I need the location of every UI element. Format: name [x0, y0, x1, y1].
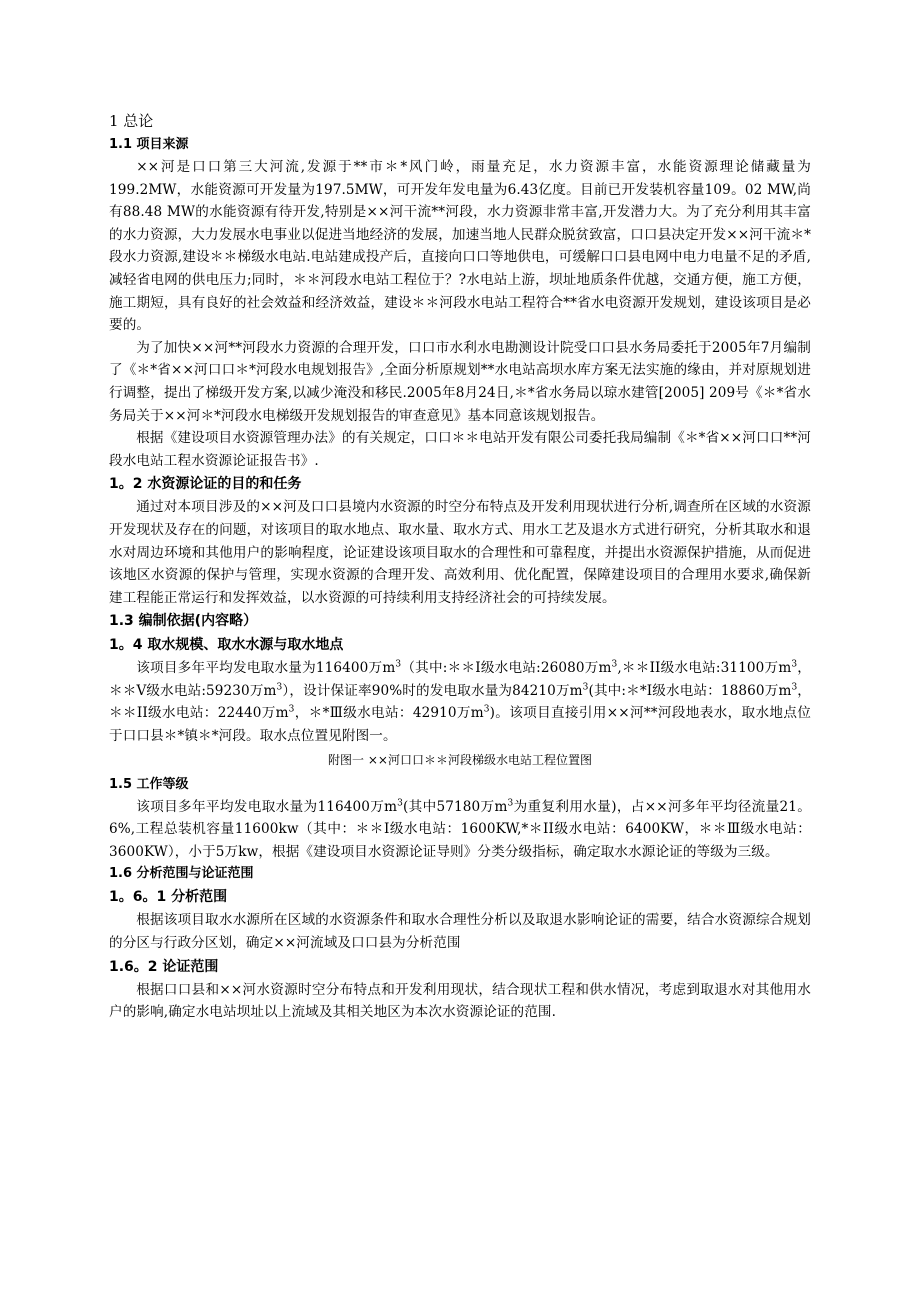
section-1-5-paragraph-1 — [109, 796, 811, 864]
section-1-5-title: 1.5 工作等级 — [109, 776, 189, 792]
section-1-2-paragraph-1: 通过对本项目涉及的××河及口口县境内水资源的时空分布特点及开发利用现状进行分析,调查所在区域的水资源开发现状及存在的问题，对该项目的取水地点、取水量、取水方式、用水工艺及退水方式进行研究，分析其取水和退水对周边环境和其他用户的影响程度，论证建设该项目取水的合理性和可靠程度，并提出水资源保护措施，从而促进该地区水资源的保护与管理，实现水资源的合理开发、高效利用、优化配置，保障建设项目的合理用水要求,确保新建工程能正常运行和发挥效益，以水资源的可持续利用支持经济社会的可持续发展。 — [109, 499, 811, 606]
text-run: 为重复利用水量)，占××河多年平均径流量21。6%,工程总装机容量11600kw（其中：＊＊I级水电站：1600KW,*＊II级水电站：6400KW，＊＊Ⅲ级水电站：3600KW），小于5万kw，根据《建设项目水资源论证导则》分类分级指标，确定取水水源论证的等级为三级。 — [109, 798, 811, 860]
text-run: )。该项目直接引用××河**河段地表水，取水地点位于口口县＊*镇＊*河段。取水点位置见附图一。 — [109, 705, 811, 745]
superscript: 3 — [276, 682, 283, 693]
text-run: (其中:＊*I级水电站：18860万m — [588, 682, 792, 699]
superscript: 3 — [507, 798, 514, 809]
text-run: （其中:＊＊I级水电站:26080万m — [401, 660, 612, 677]
section-1-2-title: 1。2 水资源论证的目的和任务 — [109, 476, 302, 493]
text-run: ,＊＊II级水电站:31100万m — [617, 660, 792, 677]
text-run: ，＊＊V级水电站:59230万m — [109, 660, 811, 699]
section-1-3-title: 1.3 编制依据(内容略） — [109, 613, 258, 630]
superscript: 3 — [288, 704, 295, 715]
chapter-title: 1 总论 — [109, 112, 154, 130]
section-1-4-title: 1。4 取水规模、取水水源与取水地点 — [109, 637, 344, 654]
section-1-6-2-title: 1.6。2 论证范围 — [109, 958, 219, 975]
text-run: ，＊*Ⅲ级水电站：42910万m — [294, 705, 484, 722]
section-1-6-1-title: 1。6。1 分析范围 — [109, 889, 228, 906]
section-1-1-paragraph-2: 为了加快××河**河段水力资源的合理开发，口口市水利水电勘测设计院受口口县水务局委托于2005年7月编制了《＊*省××河口口＊*河段水电规划报告》,全面分析原规划**水电站高坝水库方案无法实施的缘由，并对原规划进行调整，提出了梯级开发方案,以减少淹没和移民.2005年8月24日,＊*省水务局以琼水建管[2005] 209号《＊*省水务局关于××河＊*河段水电梯级开发规划报告的审查意见》基本同意该规划报告。 — [109, 339, 811, 424]
document-page — [109, 110, 811, 1024]
superscript: 3 — [483, 704, 490, 715]
section-1-6-2-paragraph: 根据口口县和××河水资源时空分布特点和开发利用现状，结合现状工程和供水情况，考虑到取退水对其他用水户的影响,确定水电站坝址以上流域及其相关地区为本次水资源论证的范围. — [109, 981, 811, 1021]
section-1-1-paragraph-3: 根据《建设项目水资源管理办法》的有关规定，口口＊＊电站开发有限公司委托我局编制《＊*省××河口口**河段水电站工程水资源论证报告书》. — [109, 430, 811, 469]
text-run: 该项目多年平均发电取水量为116400万m — [136, 798, 398, 815]
section-1-6-title: 1.6 分析范围与论证范围 — [109, 866, 254, 882]
section-1-1-title: 1.1 项目来源 — [109, 137, 189, 152]
superscript: 3 — [395, 659, 402, 670]
superscript: 3 — [611, 659, 618, 670]
superscript: 3 — [397, 798, 403, 809]
superscript: 3 — [791, 659, 798, 670]
section-1-1-paragraph-1: ××河是口口第三大河流,发源于**市＊*风门岭，雨量充足，水力资源丰富，水能资源理论储藏量为199.2MW，水能资源可开发量为197.5MW，可开发年发电量为6.43亿度。目前已开发装机容量109。02 MW,尚有88.48 MW的水能资源有待开发,特别是××河干流**河段，水力资源非常丰富,开发潜力大。为了充分利用其丰富的水力资源，大力发展水电事业以促进当地经济的发展，加速当地人民群众脱贫致富，口口县决定开发××河干流＊*段水力资源,建设＊＊梯级水电站.电站建成投产后，直接向口口等地供电，可缓解口口县电网中电力电量不足的矛盾,减轻省电网的供电压力;同时，＊＊河段水电站工程位于？?水电站上游，坝址地质条件优越，交通方便，施工方便，施工期短，具有良好的社会效益和经济效益，建设＊＊河段水电站工程符合**省水电资源开发规划，建设该项目是必要的。 — [109, 159, 811, 334]
text-run: ），设计保证率90%时的发电取水量为84210万m — [282, 682, 583, 699]
figure-caption: 附图一 ××河口口＊＊河段梯级水电站工程位置图 — [328, 752, 592, 767]
text-run: ，＊＊II级水电站：22440万m — [109, 682, 811, 722]
superscript: 3 — [791, 682, 798, 693]
section-1-4-paragraph-1 — [109, 657, 811, 747]
text-run: (其中57180万m — [403, 798, 508, 815]
section-1-6-1-paragraph: 根据该项目取水水源所在区域的水资源条件和取水合理性分析以及取退水影响论证的需要，结合水资源综合规划的分区与行政分区划，确定××河流域及口口县为分析范围 — [109, 912, 811, 952]
superscript: 3 — [582, 682, 589, 693]
text-run: 该项目多年平均发电取水量为116400万m — [136, 660, 396, 677]
